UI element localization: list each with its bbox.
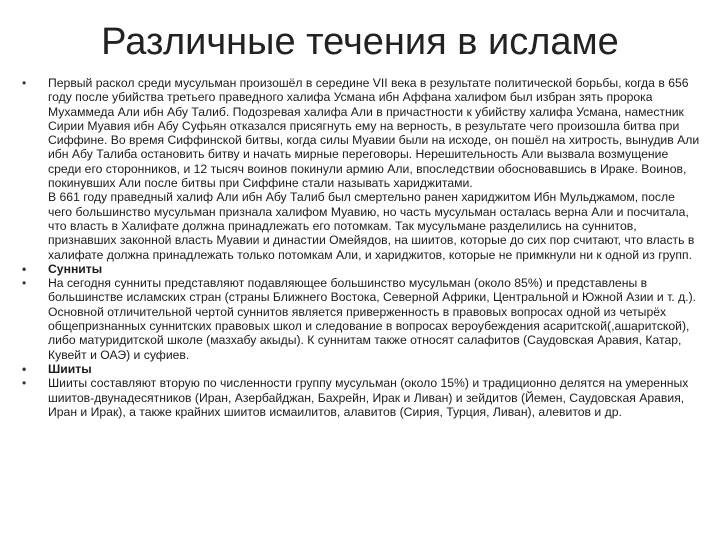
bullet-item-shias-text: • Шииты составляют вторую по численности группу мусульман (около 15%) и традиционно делятся на умеренных шиитов-двунадесятников (Иран, Азербайджан, Бахрейн, Ирак и Ливан) и зейдитов (Йемен, Саудовская Аравия, Иран и Ирак), а также крайних шиитов исмаилитов, алавитов (Сирия, Турция, Ливан), алевитов и др.	[22, 376, 702, 419]
bullet-list	[22, 76, 702, 419]
bullet-item-sunnis-heading: • Сунниты	[22, 262, 702, 276]
history-paragraph-2: В 661 году праведный халиф Али ибн Абу Талиб был смертельно ранен хариджитом Ибн Мульджамом, после чего большинство мусульман признала халифом Муавию, но часть мусульман осталась верна Али и посчитала, что власть в Халифате должна принадлежать его потомкам. Так мусульмане разделились на суннитов, признавших законной власть Муавии и династии Омейядов, на шиитов, которые до сих пор считают, что власть в халифате должна принадлежать только потомкам Али, и хариджитов, которые не примкнули ни к одной из групп.	[48, 190, 695, 262]
bullet-item-shias-heading: • Шииты	[22, 362, 702, 376]
slide-title: Различные течения в исламе	[101, 21, 619, 63]
bullet-item-history	[22, 76, 702, 262]
bullet-item-sunnis-text: • На сегодня сунниты представляют подавляющее большинство мусульман (около 85%) и представлены в большинстве исламских стран (страны Ближнего Востока, Северной Африки, Центральной и Южной Азии и т. д.). Основной отличительной чертой суннитов является приверженность в правовых вопросах одной из четырёх общепризнанных суннитских правовых школ и следование в вопросах вероубеждения асаритской(,ашаритской), либо матуридитской школе (мазхабу акыды). К суннитам также относят салафитов (Саудовская Аравия, Катар, Кувейт и ОАЭ) и суфиев.	[22, 276, 702, 362]
history-paragraph-1: • Первый раскол среди мусульман произошёл в середине VII века в результате политической борьбы, когда в 656 году после убийства третьего праведного халифа Усмана ибн Аффана халифом был избран зять пророка Мухаммеда Али ибн Абу Талиб. Подозревая халифа Али в причастности к убийству халифа Усмана, наместник Сирии Муавия ибн Абу Суфьян отказался присягнуть ему на верность, в результате чего произошла битва при Сиффине. Во время Сиффинской битвы, когда силы Муавии были на исходе, он пошёл на хитрость, вынудив Али ибн Абу Талиба остановить битву и начать мирные переговоры. Нерешительность Али вызвала возмущение среди его сторонников, и 12 тысяч воинов покинули армию Али, впоследствии обосновавшись в Ираке. Воинов, покинувших Али после битвы при Сиффине стали называть хариджитами.	[48, 76, 700, 191]
